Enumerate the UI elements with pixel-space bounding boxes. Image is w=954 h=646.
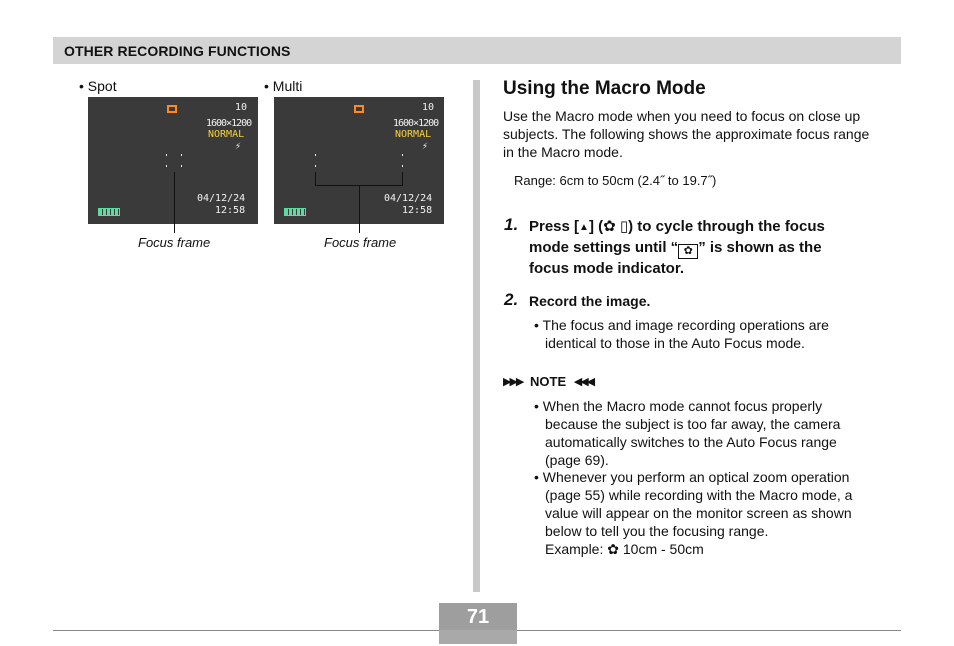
focus-mode-indicator-icon [167, 105, 177, 113]
bullet-line: • Whenever you perform an optical zoom operation [534, 469, 850, 485]
focus-frame-leader-line [315, 172, 316, 185]
focus-frame-label-multi: Focus frame [324, 235, 397, 250]
macro-flower-icon: ✿ [678, 244, 698, 259]
intro-paragraph [503, 107, 869, 161]
shots-remaining: 10 [422, 102, 435, 113]
bullet-line: because the subject is too far away, the camera [545, 416, 841, 432]
bullet-line: (page 69). [545, 452, 609, 468]
focus-frame-leader-line [174, 172, 175, 233]
section-header-title: OTHER RECORDING FUNCTIONS [64, 43, 291, 59]
flash-icon: ⚡ [235, 141, 242, 152]
page-number-box [439, 603, 517, 644]
image-quality: NORMAL [208, 129, 245, 140]
step-1-text-part: focus mode indicator. [529, 260, 685, 277]
step-1-text-part: ] ( [588, 218, 604, 235]
image-size: 1600×1200 [206, 118, 252, 129]
focus-frame-label-spot: Focus frame [138, 235, 211, 250]
example-label: Example: [545, 541, 604, 557]
note-bullet-1 [534, 397, 840, 469]
screen-date: 04/12/24 [384, 193, 433, 204]
example-value: 10cm - 50cm [622, 541, 704, 557]
screen-time: 12:58 [402, 205, 433, 216]
image-quality: NORMAL [395, 129, 432, 140]
focus-frame-corner [181, 165, 182, 167]
bullet-line: value will appear on the monitor screen as shown [545, 505, 852, 521]
macro-flower-icon: ✿ [603, 218, 616, 235]
intro-line: in the Macro mode. [503, 144, 623, 160]
figure-caption-multi: • Multi [264, 78, 303, 94]
step-1-text-part: mode settings until “ [529, 239, 679, 256]
image-size: 1600×1200 [393, 118, 439, 129]
focus-frame-leader-line [359, 185, 360, 233]
battery-icon [284, 208, 306, 216]
page-number: 71 [466, 606, 490, 628]
note-arrow-icon: ▶▶▶ [503, 376, 523, 388]
screen-date: 04/12/24 [197, 193, 246, 204]
example-line [534, 540, 852, 558]
focus-frame-leader-line [402, 172, 403, 185]
focus-frame-corner [402, 165, 403, 167]
focus-mode-indicator-icon [354, 105, 364, 113]
camera-screen-spot [88, 97, 258, 224]
step-2-number: 2. [504, 290, 519, 309]
focus-frame-corner [315, 154, 316, 156]
intro-line: subjects. The following shows the approximate focus range [503, 126, 870, 142]
up-triangle-icon: ▲ [579, 222, 589, 233]
focus-frame-corner [315, 165, 316, 167]
bullet-line: (page 55) while recording with the Macro mode, a [545, 487, 853, 503]
step-2-bullet [534, 316, 829, 352]
focus-frame-corner [181, 154, 182, 156]
note-bullet-2 [534, 468, 852, 558]
bullet-line: below to tell you the focusing range. [545, 523, 769, 539]
flash-icon: ⚡ [422, 141, 429, 152]
step-1-number: 1. [504, 215, 519, 234]
note-heading [503, 374, 593, 389]
bullet-line: identical to those in the Auto Focus mode. [545, 335, 805, 351]
focus-range: Range: 6cm to 50cm (2.4˝ to 19.7˝) [514, 173, 717, 188]
shots-remaining: 10 [235, 102, 248, 113]
section-header-bar [53, 37, 901, 64]
focus-frame-corner [402, 154, 403, 156]
step-2-text: Record the image. [529, 293, 651, 309]
bullet-line: • The focus and image recording operations are [534, 317, 829, 333]
focus-frame-corner [166, 165, 167, 167]
note-arrow-icon: ◀◀◀ [573, 376, 594, 388]
step-1-text-part: ” is shown as the [698, 239, 822, 256]
battery-icon [98, 208, 120, 216]
column-divider [473, 80, 480, 592]
bullet-line: • When the Macro mode cannot focus properly [534, 398, 823, 414]
step-1-text-part: ) to cycle through the focus [628, 218, 825, 235]
bullet-line: automatically switches to the Auto Focus range [545, 434, 837, 450]
focus-frame-corner [166, 154, 167, 156]
manual-focus-icon: ▯ [619, 218, 629, 235]
step-1-text [529, 217, 825, 279]
figure-caption-spot: • Spot [79, 78, 117, 94]
macro-flower-icon: ✿ [607, 541, 619, 557]
note-label: NOTE [530, 374, 567, 389]
intro-line: Use the Macro mode when you need to focus on close up [503, 108, 861, 124]
screen-time: 12:58 [215, 205, 246, 216]
step-1-text-part: Press [ [529, 218, 580, 235]
section-title: Using the Macro Mode [503, 78, 706, 99]
